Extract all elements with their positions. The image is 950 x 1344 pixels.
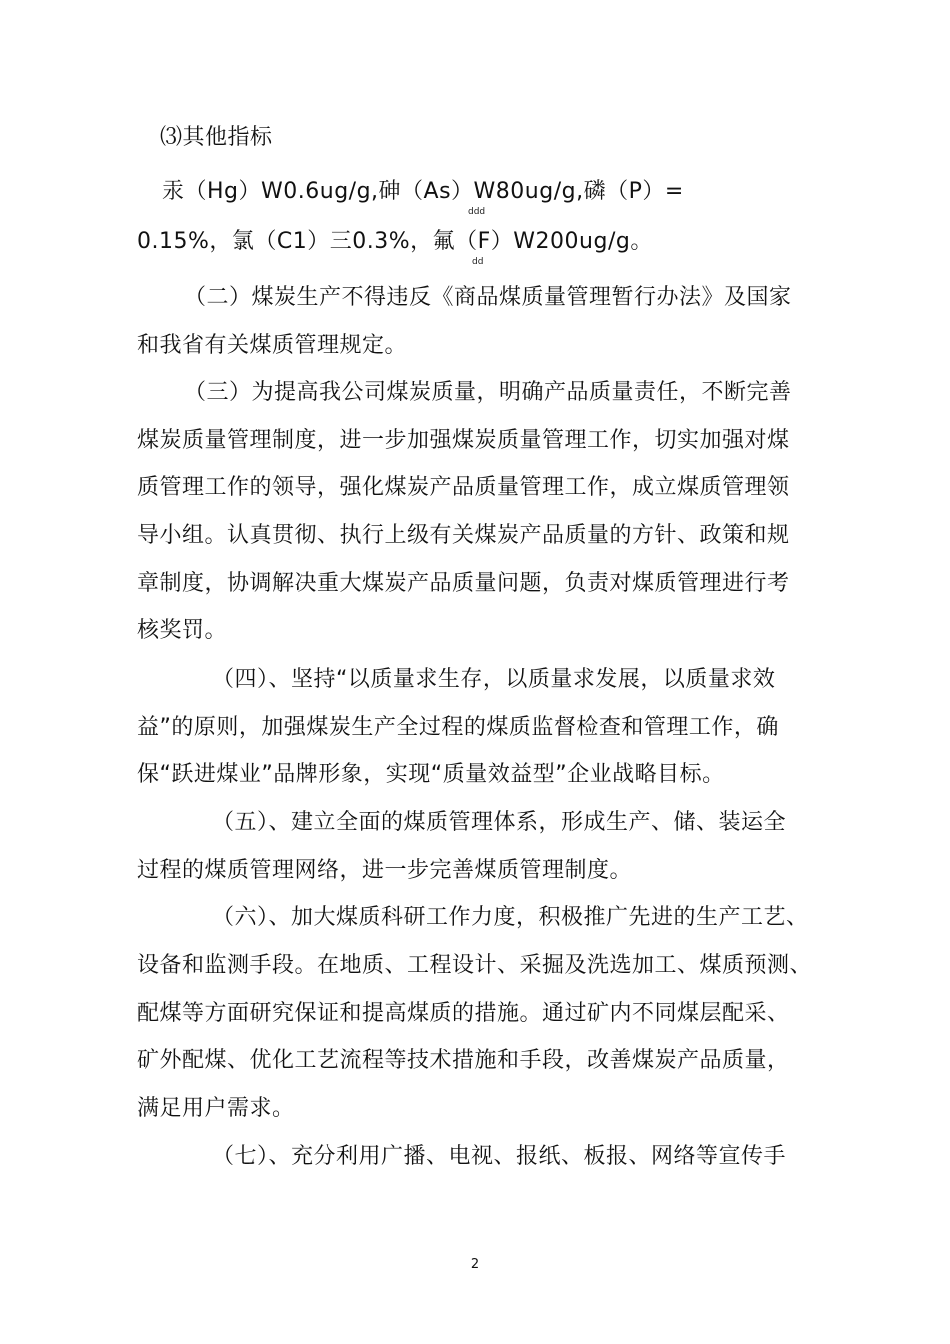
text-line: 核奖罚。 — [137, 618, 228, 643]
text-line: 质管理工作的领导，强化煤炭产品质量管理工作，成立煤质管理领 — [137, 475, 790, 500]
text-line: ⑶其他指标 — [160, 125, 273, 150]
page-number: 2 — [470, 1257, 480, 1272]
text-line: （五）、建立全面的煤质管理体系，形成生产、储、装运全 — [212, 810, 787, 835]
text-line: 矿外配煤、优化工艺流程等技术措施和手段，改善煤炭产品质量， — [137, 1048, 790, 1073]
text-line: 益”的原则，加强煤炭生产全过程的煤质监督检查和管理工作，确 — [137, 715, 779, 740]
text-line: 章制度，协调解决重大煤炭产品质量问题，负责对煤质管理进行考 — [137, 571, 790, 596]
text-line: 配煤等方面研究保证和提高煤质的措施。通过矿内不同煤层配采、 — [137, 1001, 790, 1026]
text-line: 设备和监测手段。在地质、工程设计、采掘及洗选加工、煤质预测、 — [137, 953, 813, 978]
text-line: （四）、坚持“以质量求生存，以质量求发展，以质量求效 — [212, 667, 776, 692]
text-line: （七）、充分利用广播、电视、报纸、板报、网络等宣传手 — [212, 1144, 787, 1169]
text-line: 和我省有关煤质管理规定。 — [137, 333, 408, 358]
subscript: ddd — [468, 207, 486, 217]
subscript: dd — [472, 257, 484, 267]
text-line: 导小组。认真贯彻、执行上级有关煤炭产品质量的方针、政策和规 — [137, 523, 790, 548]
text-line: 满足用户需求。 — [137, 1096, 295, 1121]
text-line: 0.15%，氯（C1）三0.3%，氟（F）W200ug/g。 — [137, 229, 653, 254]
text-line: （六）、加大煤质科研工作力度，积极推广先进的生产工艺、 — [212, 905, 809, 930]
text-line: 保“跃进煤业”品牌形象，实现“质量效益型”企业战略目标。 — [137, 762, 725, 787]
text-line: 汞（Hg）W0.6ug/g,砷（As）W80ug/g,磷（P）= — [162, 179, 684, 204]
text-line: 过程的煤质管理网络，进一步完善煤质管理制度。 — [137, 858, 633, 883]
text-line: （二）煤炭生产不得违反《商品煤质量管理暂行办法》及国家 — [184, 285, 792, 310]
text-line: 煤炭质量管理制度，进一步加强煤炭质量管理工作，切实加强对煤 — [137, 428, 790, 453]
text-line: （三）为提高我公司煤炭质量，明确产品质量责任，不断完善 — [184, 380, 792, 405]
